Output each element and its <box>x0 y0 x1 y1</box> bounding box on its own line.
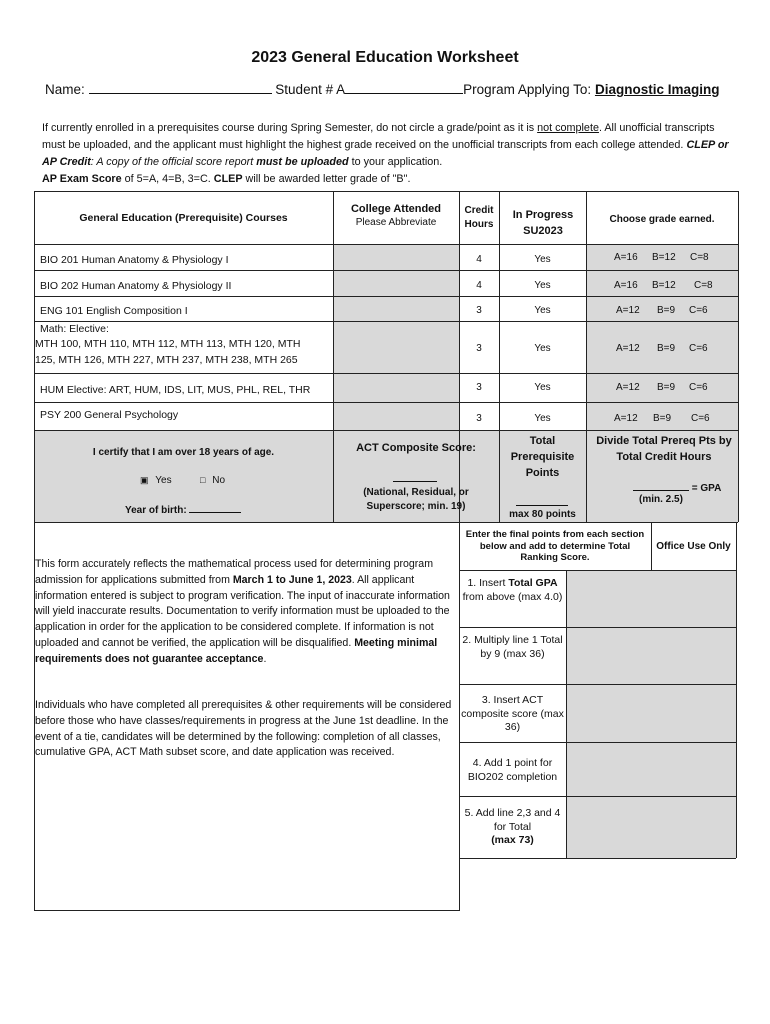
grade-b[interactable]: B=9 <box>657 382 676 393</box>
page-title: 2023 General Education Worksheet <box>251 49 519 66</box>
process-paragraph: This form accurately reflects the mathematical process used for determining program admission for applications submitted from March 1 to June 1, 2023. All applicant information entered is subject to program verification. The input of inaccurate information will yield inaccurate results. Documentation to verify information must be uploaded to the application in order for the application to be considered complete. If information is not uploaded and cannot be verified, the application will be disqualified. Meeting minimal requirements does not guarantee acceptance. <box>35 558 450 665</box>
total-points-label: Total Prerequisite Points <box>510 435 575 479</box>
credit-header: Credit Hours <box>464 205 494 230</box>
grade-c[interactable]: C=6 <box>689 382 708 393</box>
course-name: BIO 202 Human Anatomy & Physiology II <box>40 280 232 292</box>
tiebreak-paragraph: Individuals who have completed all prerequisites & other requirements will be considered before those who have classes/requirements in progress at the June 1st deadline. In the event of a tie, candidates will be determined by the following: completion of all classes, cumulative GPA, ACT Math subset score, and date application was received. <box>35 699 452 759</box>
credit-hours: 4 <box>476 254 482 265</box>
ranking-step-4: 4. Add 1 point for BIO202 completion <box>467 757 558 783</box>
intro-text: If currently enrolled in a prerequisites course during Spring Semester, do not circle a grade/point as it is not complete. All unofficial transcripts must be uploaded, and the applicant must highlight the highest grade received on the unofficial transcripts from each college attended. CLEP or AP Credit: A copy of the official score report must be uploaded to your application. AP Exam Score of 5=A, 4=B, 3=C. CLEP will be awarded letter grade of "B". <box>42 122 729 185</box>
ranking-header: Enter the final points from each section below and add to determine Total Ranking Score. <box>465 529 645 563</box>
checkbox-checked-icon[interactable]: ▣ <box>140 475 149 485</box>
ranking-step-1: 1. Insert Total GPA from above (max 4.0) <box>462 577 563 603</box>
certify-yes-option[interactable]: ▣ Yes <box>140 475 172 486</box>
program-label: Program Applying To: <box>463 82 592 97</box>
grade-b[interactable]: B=9 <box>653 413 672 424</box>
grade-c[interactable]: C=6 <box>691 413 710 424</box>
courses-header: General Education (Prerequisite) Courses <box>79 212 288 224</box>
grade-a[interactable]: A=16 <box>614 280 638 291</box>
in-progress-value: Yes <box>534 254 551 265</box>
course-name: 125, MTH 126, MTH 227, MTH 237, MTH 238, MTH 265 <box>35 354 298 366</box>
credit-hours: 3 <box>476 382 482 393</box>
gpa-line: = GPA <box>633 481 721 494</box>
birth-year-label: Year of birth: <box>125 503 241 516</box>
grade-b[interactable]: B=12 <box>652 252 676 263</box>
course-name: BIO 201 Human Anatomy & Physiology I <box>40 254 229 266</box>
office-use-header: Office Use Only <box>656 541 731 552</box>
course-name: PSY 200 General Psychology <box>40 409 179 421</box>
grade-a[interactable]: A=12 <box>616 382 640 393</box>
name-label: Name: <box>45 82 85 97</box>
total-points-field[interactable] <box>516 505 568 506</box>
grade-a[interactable]: A=12 <box>616 343 640 354</box>
in-progress-value: Yes <box>534 305 551 316</box>
student-label: Student # A <box>275 82 346 97</box>
in-progress-value: Yes <box>534 382 551 393</box>
birth-year-field[interactable] <box>189 503 241 513</box>
credit-hours: 4 <box>476 280 482 291</box>
gpa-min: (min. 2.5) <box>639 494 683 505</box>
student-number-field[interactable] <box>345 80 463 94</box>
credit-hours: 3 <box>476 413 482 424</box>
grade-c[interactable]: C=6 <box>689 343 708 354</box>
total-points-max: max 80 points <box>509 509 576 520</box>
course-name: HUM Elective: ART, HUM, IDS, LIT, MUS, PHL, REL, THR <box>40 384 311 396</box>
ranking-step-5: 5. Add line 2,3 and 4 for Total (max 73) <box>464 807 561 846</box>
gpa-field[interactable] <box>633 481 689 491</box>
ranking-step-3: 3. Insert ACT composite score (max 36) <box>461 694 564 733</box>
credit-hours: 3 <box>476 343 482 354</box>
ranking-step-2: 2. Multiply line 1 Total by 9 (max 36) <box>462 634 563 660</box>
grade-a[interactable]: A=12 <box>616 305 640 316</box>
act-score-field[interactable] <box>393 481 437 482</box>
course-name: Math: Elective: <box>40 323 109 335</box>
divide-label: Divide Total Prereq Pts by Total Credit Hours <box>596 435 732 463</box>
header-line <box>45 80 719 97</box>
act-sub: (National, Residual, or Superscore; min. 19) <box>363 487 469 512</box>
course-name: MTH 100, MTH 110, MTH 112, MTH 113, MTH 120, MTH <box>35 338 301 350</box>
grade-c[interactable]: C=8 <box>694 280 713 291</box>
office-use-fill <box>566 570 736 858</box>
checkbox-icon[interactable]: □ <box>200 475 206 485</box>
credit-hours: 3 <box>476 305 482 316</box>
grade-b[interactable]: B=9 <box>657 343 676 354</box>
act-label: ACT Composite Score: <box>356 442 476 454</box>
grade-c[interactable]: C=6 <box>689 305 708 316</box>
course-name: ENG 101 English Composition I <box>40 305 188 317</box>
in-progress-header: In Progress SU2023 <box>512 209 574 237</box>
grade-b[interactable]: B=9 <box>657 305 676 316</box>
grade-a[interactable]: A=12 <box>614 413 638 424</box>
in-progress-value: Yes <box>534 280 551 291</box>
program-value: Diagnostic Imaging <box>594 82 720 97</box>
grade-c[interactable]: C=8 <box>690 252 709 263</box>
certify-no-option[interactable]: □ No <box>200 475 226 486</box>
grade-a[interactable]: A=16 <box>614 252 638 263</box>
certify-text: I certify that I am over 18 years of age. <box>92 447 275 458</box>
college-header: College Attended Please Abbreviate <box>350 203 442 228</box>
name-field[interactable] <box>89 80 272 94</box>
grade-header: Choose grade earned. <box>609 214 715 225</box>
in-progress-value: Yes <box>534 413 551 424</box>
grade-b[interactable]: B=12 <box>652 280 676 291</box>
in-progress-value: Yes <box>534 343 551 354</box>
